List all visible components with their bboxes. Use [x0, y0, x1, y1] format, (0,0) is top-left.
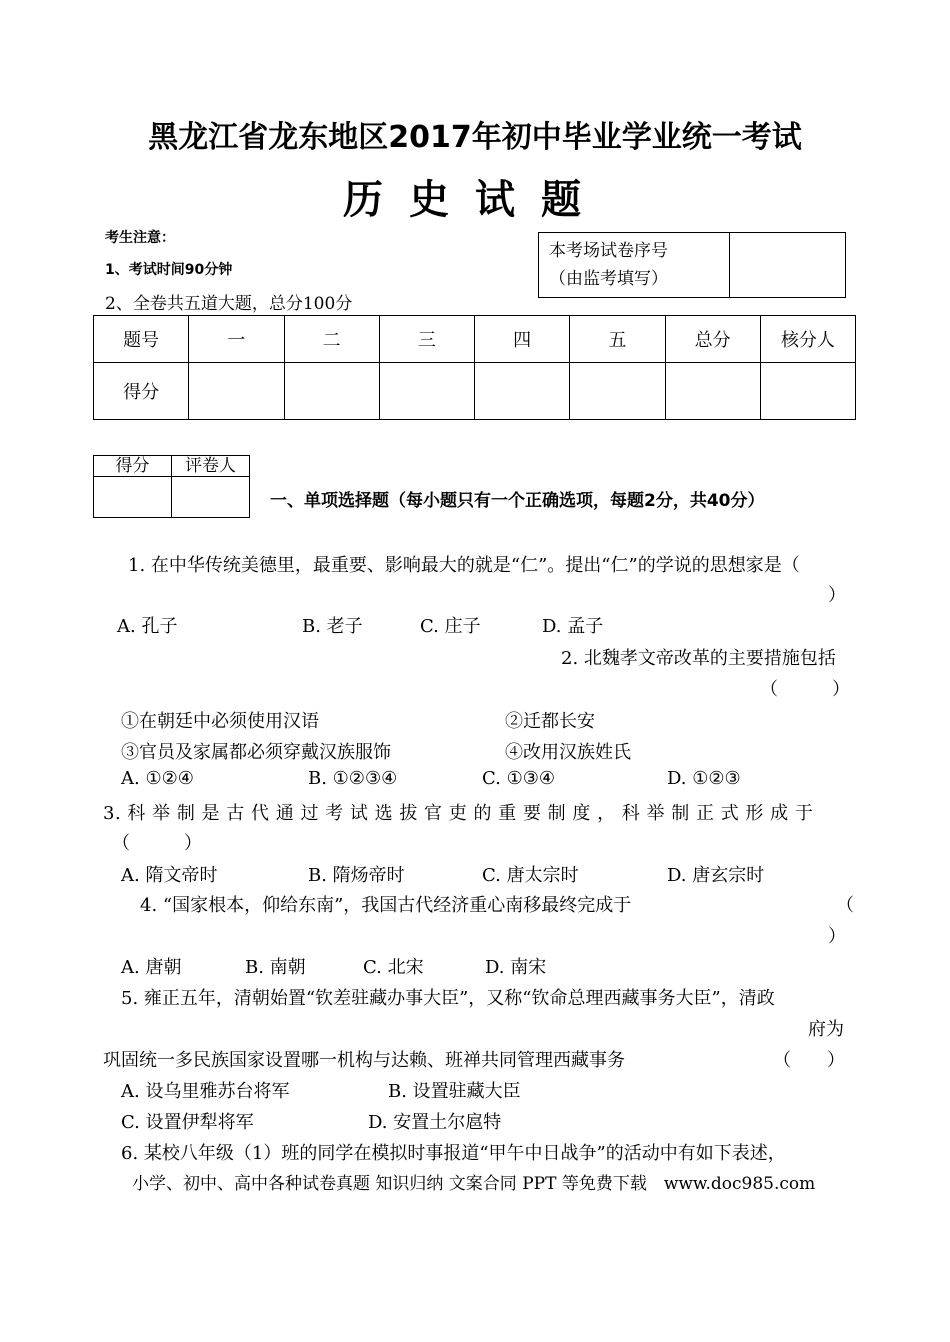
- question-4-option-b: B. 南朝: [245, 957, 306, 978]
- question-5-answer-bracket: （ ）: [773, 1050, 845, 1071]
- question-3-option-b: B. 隋炀帝时: [308, 865, 405, 886]
- question-4-option-c: C. 北宋: [363, 957, 424, 978]
- question-2-option-c: C. ①③④: [482, 768, 555, 789]
- question-4-option-d: D. 南宋: [485, 957, 547, 978]
- question-2-option-a: A. ①②④: [121, 768, 194, 789]
- score-cell[interactable]: [189, 363, 284, 420]
- score-cell[interactable]: [570, 363, 665, 420]
- question-3-option-a: A. 隋文帝时: [121, 865, 218, 886]
- question-2-answer-bracket: （ ）: [760, 679, 850, 700]
- question-5-option-c: C. 设置伊犁将军: [121, 1112, 254, 1133]
- grader-table: [93, 455, 250, 518]
- score-cell[interactable]: [475, 363, 570, 420]
- subject-title: 历史试题: [343, 176, 607, 223]
- question-4-stem: 4. “国家根本，仰给东南”，我国古代经济重心南移最终完成于: [140, 895, 632, 916]
- question-3-option-c: C. 唐太宗时: [482, 865, 579, 886]
- question-5-stem: 5. 雍正五年，清朝始置“钦差驻藏办事大臣”，又称“钦命总理西藏事务大臣”，清政: [121, 988, 775, 1009]
- question-6-stem: 6. 某校八年级（1）班的同学在模拟时事报道“甲午中日战争”的活动中有如下表述，: [121, 1143, 786, 1164]
- notice-item-1: 1、考试时间90分钟: [105, 262, 233, 278]
- exam-header-title: 黑龙江省龙东地区2017年初中毕业学业统一考试: [148, 120, 802, 155]
- score-table-score-row: [94, 363, 856, 420]
- question-2-item-4: ④改用汉族姓氏: [505, 742, 631, 763]
- question-1-bracket-close: ）: [828, 585, 846, 606]
- score-header-cell: 四: [475, 316, 570, 363]
- question-1-option-a: A. 孔子: [117, 616, 178, 637]
- page-footer: 小学、初中、高中各种试卷真题 知识归纳 文案合同 PPT 等免费下载 www.doc985.com: [132, 1174, 816, 1194]
- question-5-stem-wrap: 府为: [808, 1019, 844, 1040]
- question-4-option-a: A. 唐朝: [121, 957, 182, 978]
- score-header-cell: 核分人: [760, 316, 855, 363]
- question-2-item-3: ③官员及家属都必须穿戴汉族服饰: [121, 742, 391, 763]
- question-1-option-d: D. 孟子: [542, 616, 604, 637]
- question-5-option-b: B. 设置驻藏大臣: [388, 1081, 521, 1102]
- question-3-stem: 3. 科 举 制 是 古 代 通 过 考 试 选 拔 官 吏 的 重 要 制 度 ， 科 举 制 正 式 形 成 于: [103, 803, 814, 824]
- score-cell[interactable]: [284, 363, 379, 420]
- grader-name-cell[interactable]: [172, 477, 250, 518]
- score-table-header-row: [94, 316, 856, 363]
- score-header-cell: 题号: [94, 316, 189, 363]
- serial-label-line2: （由监考填写）: [549, 269, 668, 289]
- question-5-option-d: D. 安置土尔扈特: [368, 1112, 502, 1133]
- serial-label-line1: 本考场试卷序号: [549, 241, 668, 261]
- score-header-cell: 二: [284, 316, 379, 363]
- question-1-option-b: B. 老子: [302, 616, 363, 637]
- question-4-bracket-open: （: [836, 895, 854, 916]
- notice-heading: 考生注意：: [105, 230, 175, 246]
- question-2-stem: 2. 北魏孝文帝改革的主要措施包括: [561, 648, 836, 669]
- score-cell[interactable]: [760, 363, 855, 420]
- grader-score-header: 得分: [94, 456, 172, 477]
- question-2-option-d: D. ①②③: [667, 768, 741, 789]
- notice-item-2: 2、全卷共五道大题，总分100分: [105, 294, 353, 314]
- question-2-item-1: ①在朝廷中必须使用汉语: [121, 711, 319, 732]
- score-header-cell: 三: [379, 316, 474, 363]
- score-cell[interactable]: [665, 363, 760, 420]
- grader-score-cell[interactable]: [94, 477, 172, 518]
- question-2-option-b: B. ①②③④: [308, 768, 398, 789]
- question-3-option-d: D. 唐玄宗时: [667, 865, 765, 886]
- score-table: [93, 315, 856, 420]
- question-4-bracket-close: ）: [828, 926, 846, 947]
- serial-number-field[interactable]: [730, 233, 846, 298]
- question-1-option-c: C. 庄子: [420, 616, 481, 637]
- score-header-cell: 五: [570, 316, 665, 363]
- score-header-cell: 总分: [665, 316, 760, 363]
- score-header-cell: 一: [189, 316, 284, 363]
- question-2-item-2: ②迁都长安: [505, 711, 595, 732]
- question-5-option-a: A. 设乌里雅苏台将军: [121, 1081, 290, 1102]
- score-cell[interactable]: [379, 363, 474, 420]
- question-5-stem-line-2: 巩固统一多民族国家设置哪一机构与达赖、班禅共同管理西藏事务: [103, 1050, 625, 1071]
- exam-serial-box: [538, 232, 846, 298]
- question-3-answer-bracket: （ ）: [112, 833, 202, 854]
- grader-name-header: 评卷人: [172, 456, 250, 477]
- section-1-title: 一、单项选择题（每小题只有一个正确选项，每题2分，共40分）: [270, 491, 765, 511]
- question-1-stem: 1. 在中华传统美德里，最重要、影响最大的就是“仁”。提出“仁”的学说的思想家是（: [128, 555, 800, 576]
- score-row-label: 得分: [94, 363, 189, 420]
- serial-label: [539, 233, 730, 298]
